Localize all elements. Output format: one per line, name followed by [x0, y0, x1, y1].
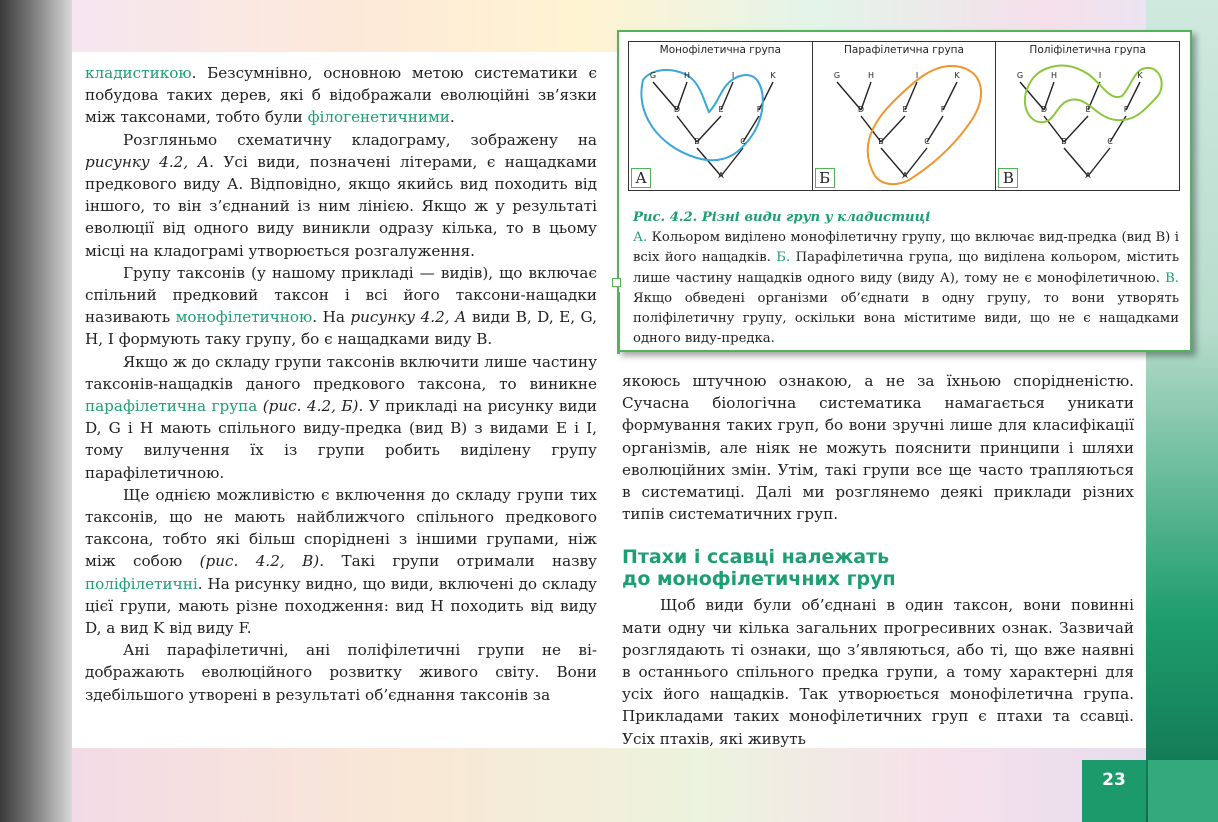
term-polyphyletic: поліфілетичні [85, 574, 198, 593]
node-label-F: F [756, 105, 762, 114]
node-label-F: F [1124, 105, 1129, 114]
page-number: 23 [1082, 760, 1146, 822]
term-phylogenetic: філогенетичними [307, 108, 450, 127]
text-run: У прикладі на рисунку види D, G і H мають спільного виду-предка (вид B) з видами E і I, тому вилучення їх із групи робить виділену групу парафілетичною. [85, 397, 597, 482]
panel-polyphyletic [996, 42, 1179, 190]
text-run: Якщо ж до складу групи таксонів включити лише частину таксонів-нащадків даного предкового таксона, то виникне [85, 352, 597, 393]
panel-monophyletic [629, 42, 813, 190]
paragraph-cladogram [85, 129, 597, 262]
panel-paraphyletic [813, 42, 997, 190]
node-label-A: A [1085, 171, 1092, 180]
highlight-monophyletic [641, 70, 762, 160]
paragraph-cladistics-intro [85, 62, 597, 129]
figure-reference: рисунку 4.2, А [350, 308, 467, 327]
node-label-I: I [915, 71, 918, 80]
figure-reference: (рис. 4.2, Б). [257, 397, 364, 416]
text-run: Групу таксонів (у нашому прикладі — видів), що включає спільний предковий таксон і всі його таксони-нащадки називають [85, 263, 597, 327]
cladogram-monophyletic [629, 42, 812, 190]
paragraph-paraphyletic [85, 351, 597, 484]
highlight-paraphyletic [867, 66, 980, 184]
paragraph-conclusion: Ані парафілетичні, ані поліфілетичні групи не відображають еволюційного розвитку живого світу. Вони здебільшого утворені в результаті об’єднання таксонів за [85, 641, 597, 704]
node-label-I: I [731, 71, 735, 80]
figure-reference: рисунку 4.2, А [85, 152, 210, 171]
node-label-F: F [940, 105, 945, 114]
right-text-column [622, 370, 1134, 750]
node-label-D: D [857, 105, 864, 114]
caption-text-b: Парафілетична група, що виділена кольором, містить лише частину нащадків одного виду (виду А), тому не є монофілетичною. [633, 250, 1180, 286]
text-run: види B, D, E, G, H, I формують таку групу, бо є нащадками виду B. [85, 308, 597, 349]
panel-title: Парафілетична група [844, 44, 964, 56]
node-label-K: K [770, 71, 776, 80]
caption-label-a: А. [633, 230, 648, 246]
node-label-D: D [1041, 105, 1048, 114]
text-run: . [449, 108, 455, 127]
branch-E-B [697, 116, 721, 142]
figure-4-2 [617, 30, 1192, 352]
node-label-E: E [902, 105, 908, 114]
node-label-A: A [718, 171, 724, 180]
panel-letter: А [631, 168, 651, 188]
left-text-column [85, 62, 597, 706]
caption-label-c: В. [1165, 270, 1179, 286]
node-label-E: E [1085, 105, 1091, 114]
panel-title: Поліфілетична група [1029, 44, 1146, 56]
left-decorative-margin [0, 0, 72, 822]
cladogram-paraphyletic [813, 42, 996, 190]
node-label-K: K [1137, 71, 1143, 80]
text-run: . Безсумнівно, основною метою систематики є побудова таких дерев, які б відображали еволюційні зв’язки між таксонами, тобто були [85, 64, 597, 127]
branch-E-B [881, 116, 905, 142]
figure-anchor-handle [612, 278, 621, 287]
section-heading-line: до монофілетичних груп [622, 568, 896, 591]
branch-C-A [1088, 148, 1110, 176]
node-label-D: D [673, 105, 681, 114]
text-run: Ще однією можливістю є включення до складу групи тих таксонів, що не мають найближчого спільного предкового таксона, тобто які більш споріднені з іншими групами, ніж між собою [85, 485, 597, 571]
figure-caption [633, 208, 1179, 349]
branch-C-A [721, 148, 743, 176]
branch-E-B [1064, 116, 1088, 142]
caption-text-c: Якщо обведені організми об’єднати в одну групу, то вони утворять поліфілетичну групу, оскільки вона міститиме види, що не є нащадками одного виду-предка. [633, 290, 1179, 347]
text-run: Розгляньмо схематичну кладограму, зображену на [123, 130, 597, 149]
caption-text-a: Кольором виділено монофілетичну групу, що включає вид-предка (вид B) і всіх його нащадків. [633, 230, 1179, 266]
term-cladistics: кладистикою [85, 64, 192, 82]
node-label-C: C [1107, 137, 1114, 146]
bottom-decorative-margin [72, 748, 1218, 822]
cladogram-panels [628, 41, 1180, 191]
section-heading [622, 546, 1134, 590]
cladogram-polyphyletic [996, 42, 1179, 190]
node-label-B: B [877, 137, 884, 146]
node-label-G: G [1017, 71, 1024, 80]
panel-letter: Б [815, 168, 835, 188]
term-paraphyletic: парафілетична група [85, 397, 258, 416]
node-label-C: C [740, 137, 746, 146]
node-label-G: G [649, 71, 657, 80]
node-label-H: H [867, 71, 874, 80]
node-label-E: E [718, 105, 724, 114]
paragraph-artificial-groups: якоюсь штучною ознакою, а не за їхньою спорідненістю. Сучасна біологічна систематика намагається уникати формування таких груп, бо вони зручні лише для класифікації організмів, але ніяк не можуть пояснити принципи і шляхи еволюційних змін. Утім, такі групи все ще часто трапляються в систематиці. Далі ми розглянемо деякі приклади різних типів систематичних груп. [622, 372, 1134, 524]
page-number-side-band [1148, 760, 1218, 822]
text-run: . Усі види, позначені літерами, є нащадками предкового виду А. Відповідно, якщо якийсь вид походить від іншого, то він з’єднаний із ним лінією. Якщо ж у результаті еволюції від одного виду виникли одразу кілька, то в цьому місці на кладограмі утворюється розгалуження. [85, 152, 597, 260]
caption-label-b: Б. [776, 250, 791, 266]
figure-reference: (рис. 4.2, В). [199, 552, 325, 571]
section-heading-line: Птахи і ссавці належать [622, 546, 890, 569]
node-label-I: I [1099, 71, 1102, 80]
panel-title: Монофілетична група [659, 44, 781, 56]
node-label-H: H [1051, 71, 1058, 80]
node-label-B: B [1061, 137, 1068, 146]
node-label-G: G [833, 71, 840, 80]
text-run: . На [312, 308, 351, 327]
panel-letter: В [998, 168, 1018, 188]
caption-title: Рис. 4.2. Різні види груп у кладистиці [633, 210, 931, 225]
branch-C-A [905, 148, 927, 176]
figure-anchor-bar [617, 292, 620, 354]
paragraph-monophyletic [85, 262, 597, 351]
node-label-C: C [923, 137, 930, 146]
node-label-H: H [683, 71, 691, 80]
text-run: . На рисунку видно, що види, включені до складу цієї групи, мають різне походження: вид H походить від виду D, а вид K від виду F. [85, 574, 597, 638]
node-label-K: K [954, 71, 960, 80]
text-run: Такі групи отримали назву [324, 552, 597, 571]
node-label-A: A [901, 171, 908, 180]
paragraph-birds-mammals: Щоб види були об’єднані в один таксон, вони повинні мати одну чи кілька загальних прогресивних ознак. Зазвичай розглядають ті ознаки, що з’являються, або ті, що вже наявні в останнього спільного предка групи, а тому характерні для усіх його нащадків. Так утворюється монофілетична група. Прикладами таких монофілетичних груп є птахи та ссавці. Усіх птахів, які живуть [622, 596, 1134, 748]
term-monophyletic: монофілетичною [175, 308, 313, 327]
node-label-B: B [694, 137, 700, 146]
paragraph-polyphyletic [85, 484, 597, 639]
